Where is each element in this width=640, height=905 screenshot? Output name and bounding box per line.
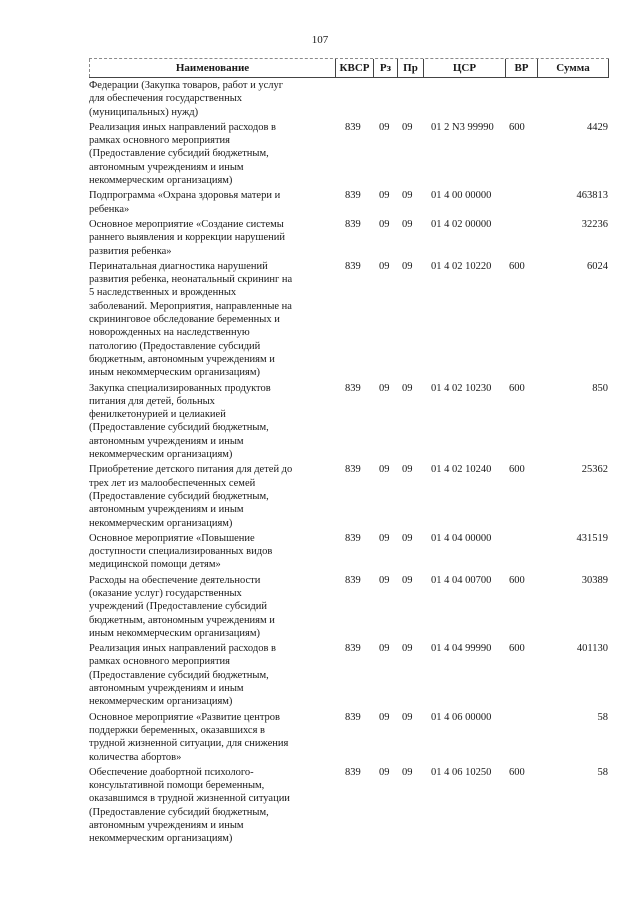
cell-vr: 600 [509,382,525,394]
table-row [89,382,609,462]
cell-vr: 600 [509,260,525,272]
header-vr: ВР [505,59,537,77]
cell-rz: 09 [379,190,390,202]
name-line: ребенка» [89,203,130,215]
name-line: (Предоставление субсидий бюджетным, [89,669,269,681]
cell-vr [505,532,537,572]
name-line: рамках основного мероприятия [89,656,230,668]
name-line: (Предоставление субсидий бюджетным, [89,490,269,502]
cell-csr: 01 4 04 00700 [431,574,492,586]
name-line: (Предоставление субсидий бюджетным, [89,806,269,818]
cell-name [89,766,335,846]
cell-kvsr: 839 [345,643,361,655]
name-line: автономным учреждениям и иным [89,504,244,516]
cell-pr: 09 [402,382,413,394]
name-line: автономным учреждениям и иным [89,820,244,832]
name-line: бюджетным, автономным учреждениям и [89,614,275,626]
name-line: (Предоставление субсидий бюджетным, [89,422,269,434]
name-line: иным некоммерческим организациям) [89,627,260,639]
cell-csr: 01 2 N3 99990 [431,121,494,133]
cell-pr: 09 [402,766,413,778]
name-line: скрининговое обследование беременных и [89,314,280,326]
cell-name [89,463,335,529]
cell-csr: 01 4 00 00000 [431,190,492,202]
cell-rz: 09 [379,260,390,272]
name-line: поддержки беременных, оказавшихся в [89,724,265,736]
cell-vr [505,711,537,764]
cell-name [89,218,335,258]
name-line: Закупка специализированных продуктов [89,382,271,394]
cell-kvsr: 839 [345,464,361,476]
name-line: новорожденных на наследственную [89,327,250,339]
name-line: автономным учреждениям и иным [89,435,244,447]
name-line: (оказание услуг) государственных [89,587,242,599]
cell-sum: 463813 [576,190,608,202]
cell-kvsr: 839 [345,260,361,272]
cell-name [89,382,335,462]
header-rz: Рз [373,59,397,77]
cell-rz: 09 [379,574,390,586]
cell-sum: 401130 [576,643,608,655]
cell-kvsr: 839 [345,532,361,544]
row-spacer [89,846,609,848]
cell-kvsr: 839 [345,766,361,778]
cell-vr [505,218,537,258]
table-row [89,218,609,258]
cell-vr: 600 [509,464,525,476]
name-line: развития ребенка, неонатальный скрининг на [89,274,293,286]
table-row [89,642,609,708]
name-line: иным некоммерческим организациям) [89,367,260,379]
cell-pr: 09 [402,643,413,655]
cell-name [89,260,335,380]
table-row [89,463,609,529]
cell-sum: 30389 [581,574,608,586]
cell-pr: 09 [402,260,413,272]
name-line: 5 наследственных и врожденных [89,287,237,299]
header-pr: Пр [397,59,423,77]
name-line: некоммерческим организациям) [89,833,233,845]
cell-pr: 09 [402,711,413,723]
cell-csr: 01 4 02 00000 [431,218,492,230]
cell-name [89,189,335,216]
cell-vr: 600 [509,643,525,655]
cell-rz: 09 [379,532,390,544]
name-line: патологию (Предоставление субсидий [89,340,261,352]
name-line: количества абортов» [89,751,182,763]
name-line: Реализация иных направлений расходов в [89,121,277,133]
cell-csr: 01 4 06 00000 [431,711,492,723]
name-line: (Предоставление субсидий бюджетным, [89,148,269,160]
name-line: заболеваний. Мероприятия, направленные на [89,300,292,312]
cell-sum: 58 [597,711,608,723]
name-line: Подпрограмма «Охрана здоровья матери и [89,190,281,202]
cell-kvsr: 839 [345,121,361,133]
name-line: медицинской помощи детям» [89,559,221,571]
table-row [89,532,609,572]
cell-pr: 09 [402,574,413,586]
cell-sum: 850 [592,382,608,394]
cell-name [89,642,335,708]
cell-pr: 09 [402,190,413,202]
cell-name [89,574,335,640]
table-header [89,58,609,78]
cell-sum: 32236 [581,218,608,230]
cell-kvsr: 839 [345,574,361,586]
table-body [89,79,609,848]
cell-csr: 01 4 04 00000 [431,532,492,544]
cell-name [89,711,335,764]
cell-pr: 09 [402,121,413,133]
name-line: раннего выявления и коррекции нарушений [89,232,286,244]
cell-rz: 09 [379,382,390,394]
name-line: для обеспечения государственных [89,93,242,105]
name-line: Федерации (Закупка товаров, работ и услуг [89,80,284,91]
cell-vr: 600 [509,574,525,586]
table-row [89,260,609,380]
name-line: некоммерческим организациям) [89,517,233,529]
cell-sum: 431519 [576,532,608,544]
name-line: Реализация иных направлений расходов в [89,643,277,655]
cell-kvsr: 839 [345,382,361,394]
table-row [89,189,609,216]
name-line: фенилкетонурией и целиакией [89,409,226,421]
table-row [89,79,609,119]
name-line: некоммерческим организациям) [89,175,233,187]
cell-kvsr: 839 [345,218,361,230]
name-line: оказавшимся в трудной жизненной ситуации [89,793,290,805]
cell-rz: 09 [379,643,390,655]
cell-rz: 09 [379,218,390,230]
name-line: Основное мероприятие «Развитие центров [89,711,281,723]
name-line: Обеспечение доабортной психолого- [89,766,254,778]
name-line: Основное мероприятие «Повышение [89,532,255,544]
cell-rz: 09 [379,711,390,723]
cell-sum: 25362 [581,464,608,476]
cell-pr: 09 [402,464,413,476]
cell-kvsr: 839 [345,711,361,723]
cell-csr: 01 4 02 10230 [431,382,492,394]
budget-table [89,58,609,848]
cell-vr: 600 [509,766,525,778]
name-line: (муниципальных) нужд) [89,106,199,118]
cell-vr: 600 [509,121,525,133]
cell-pr: 09 [402,218,413,230]
cell-name [89,532,335,572]
cell-sum: 58 [597,766,608,778]
name-line: Расходы на обеспечение деятельности [89,574,261,586]
name-line: учреждений (Предоставление субсидий [89,601,268,613]
name-line: некоммерческим организациям) [89,696,233,708]
cell-csr [423,79,505,119]
cell-sum: 6024 [587,260,608,272]
cell-rz: 09 [379,464,390,476]
name-line: автономным учреждениям и иным [89,683,244,695]
name-line: доступности специализированных видов [89,546,273,558]
page-number: 107 [311,34,329,46]
name-line: развития ребенка» [89,245,172,257]
table-row [89,121,609,187]
name-line: трудной жизненной ситуации, для снижения [89,738,289,750]
name-line: автономным учреждениям и иным [89,161,244,173]
cell-sum: 4429 [587,121,608,133]
name-line: Приобретение детского питания для детей до [89,464,293,476]
name-line: Перинатальная диагностика нарушений [89,260,268,272]
name-line: рамках основного мероприятия [89,135,230,147]
table-row [89,711,609,764]
cell-kvsr [335,79,373,119]
cell-csr: 01 4 02 10240 [431,464,492,476]
table-row [89,574,609,640]
cell-name [89,121,335,187]
name-line: трех лет из малообеспеченных семей [89,477,256,489]
cell-rz [373,79,397,119]
header-kvsr: КВСР [335,59,373,77]
header-csr: ЦСР [423,59,505,77]
cell-rz: 09 [379,121,390,133]
cell-rz: 09 [379,766,390,778]
name-line: Основное мероприятие «Создание системы [89,218,284,230]
cell-vr [505,189,537,216]
table-row [89,766,609,846]
cell-csr: 01 4 04 99990 [431,643,492,655]
name-line: некоммерческим организациям) [89,449,233,461]
name-line: консультативной помощи беременным, [89,780,265,792]
cell-pr: 09 [402,532,413,544]
cell-csr: 01 4 06 10250 [431,766,492,778]
cell-vr [505,79,537,119]
name-line: питания для детей, больных [89,395,215,407]
name-line: бюджетным, автономным учреждениям и [89,353,275,365]
cell-kvsr: 839 [345,190,361,202]
cell-sum [537,79,609,119]
cell-pr [397,79,423,119]
cell-name [89,79,335,119]
cell-csr: 01 4 02 10220 [431,260,492,272]
header-sum: Сумма [537,59,609,77]
header-name: Наименование [89,59,335,77]
